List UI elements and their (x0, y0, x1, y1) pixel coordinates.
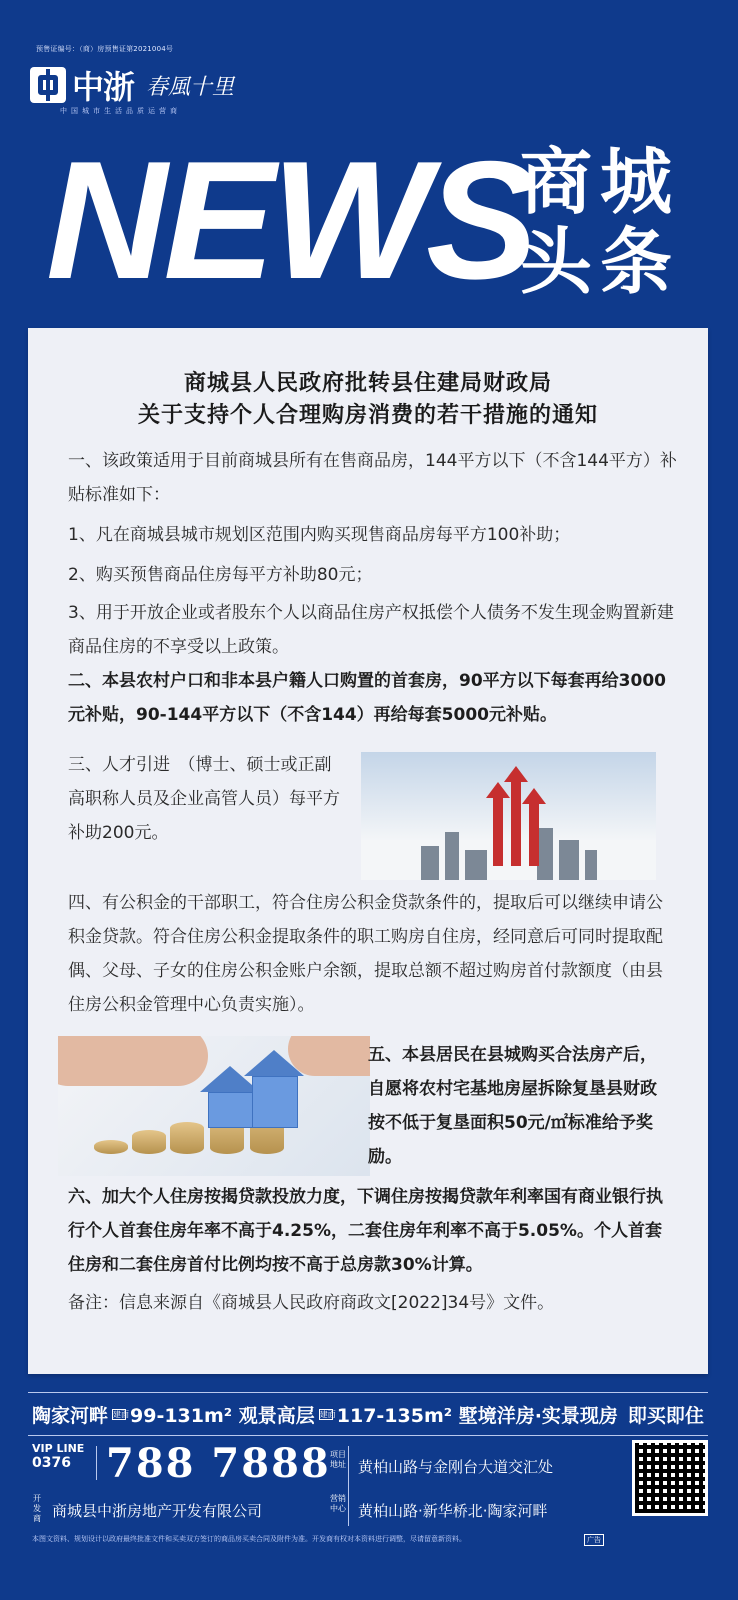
notice-card (28, 328, 708, 1374)
brand-mark-icon (30, 67, 66, 103)
hotline-number[interactable]: 788 7888 (106, 1440, 331, 1487)
area-tag-1: 建面 (113, 1409, 130, 1419)
policy-para6: 六、加大个人住房按揭贷款投放力度，下调住房按揭贷款年利率国有商业银行执行个人首套住房年率不高于4.25%，二套住房年利率不高于5.05%。个人首套住房和二套住房首付比例均按不高于总房款30%计算。 (68, 1187, 663, 1275)
city-growth-image (361, 752, 656, 880)
policy-item1: 1、凡在商城县城市规划区范围内购买现售商品房每平方100补助； (68, 525, 571, 545)
highrise-range: 99-131m² 观景高层 (130, 1404, 315, 1427)
brand-project-name: 春風十里 (146, 74, 235, 100)
source-note: 备注：信息来源自《商城县人民政府商政文[2022]34号》文件。 (68, 1293, 555, 1313)
area-tag-2: 建面 (319, 1409, 336, 1419)
brand-tagline: 中国城市生活品质运营商 (60, 107, 181, 115)
notice-title-line1: 商城县人民政府批转县住建局财政局 (183, 371, 552, 396)
headline-line1: 商城 (520, 140, 681, 224)
notice-title-line2: 关于支持个人合理购房消费的若干措施的通知 (137, 403, 598, 428)
policy-para3: 三、人才引进 （博士、硕士或正副高职称人员及企业高管人员）每平方补助200元。 (68, 755, 340, 843)
area-code: 0376 (32, 1455, 71, 1471)
project-address: 黄柏山路与金刚台大道交汇处 (358, 1458, 554, 1476)
policy-para4: 四、有公积金的干部职工，符合住房公积金贷款条件的，提取后可以继续申请公积金贷款。符合住房公积金提取条件的职工购房自住房，经同意后可同时提取配偶、父母、子女的住房公积金账户余额，提取总额不超过购房首付款额度（由县住房公积金管理中心负责实施）。 (68, 893, 663, 1015)
project-highlights-bar (28, 1392, 708, 1436)
policy-para2: 二、本县农村户口和非本县户籍人口购置的首套房，90平方以下每套再给3000元补贴，90-144平方以下（不含144）再给每套5000元补贴。 (68, 671, 666, 725)
brand-name: 中浙 (72, 68, 135, 106)
presale-permit: 预售证编号：（商）房预售证第2021004号 (36, 45, 174, 53)
project-name: 陶家河畔 (32, 1404, 109, 1427)
developer-label: 开发商 (33, 1494, 41, 1523)
project-address-label: 项目地址 (330, 1450, 346, 1469)
qr-code[interactable] (632, 1440, 708, 1516)
brand-logo (30, 64, 234, 106)
headline-line2: 头条 (520, 220, 681, 304)
ad-badge: 广告 (584, 1534, 604, 1546)
villa-range: 117-135m² 墅境洋房·实景现房 (336, 1404, 618, 1427)
developer-name: 商城县中浙房地产开发有限公司 (52, 1502, 263, 1520)
housing-coins-image (58, 1036, 370, 1176)
news-heading: NEWS (46, 126, 534, 314)
policy-para5: 五、本县居民在县城购买合法房产后，自愿将农村宅基地房屋拆除复垦县财政按不低于复垦面积50元/㎡标准给予奖励。 (368, 1045, 657, 1167)
move-in-cta: 即买即住 (627, 1404, 704, 1427)
policy-item2: 2、购买预售商品住房每平方补助80元； (68, 565, 373, 585)
policy-item3: 3、用于开放企业或者股东个人以商品住房产权抵偿个人债务不发生现金购置新建商品住房的不享受以上政策。 (68, 603, 674, 657)
sales-center-label: 营销中心 (330, 1494, 346, 1513)
legal-disclaimer: 本图文资料、规划设计以政府最终批准文件和买卖双方签订的商品房买卖合同及附件为准。开发商有权对本资料进行调整，尽请留意新资料。 (32, 1535, 466, 1543)
sales-center-address: 黄柏山路·新华桥北·陶家河畔 (358, 1502, 548, 1520)
policy-para1: 一、该政策适用于目前商城县所有在售商品房，144平方以下（不含144平方）补贴标准如下： (68, 451, 677, 505)
vip-line-label: VIP LINE 0376 (32, 1442, 85, 1471)
headline-title (520, 142, 710, 302)
